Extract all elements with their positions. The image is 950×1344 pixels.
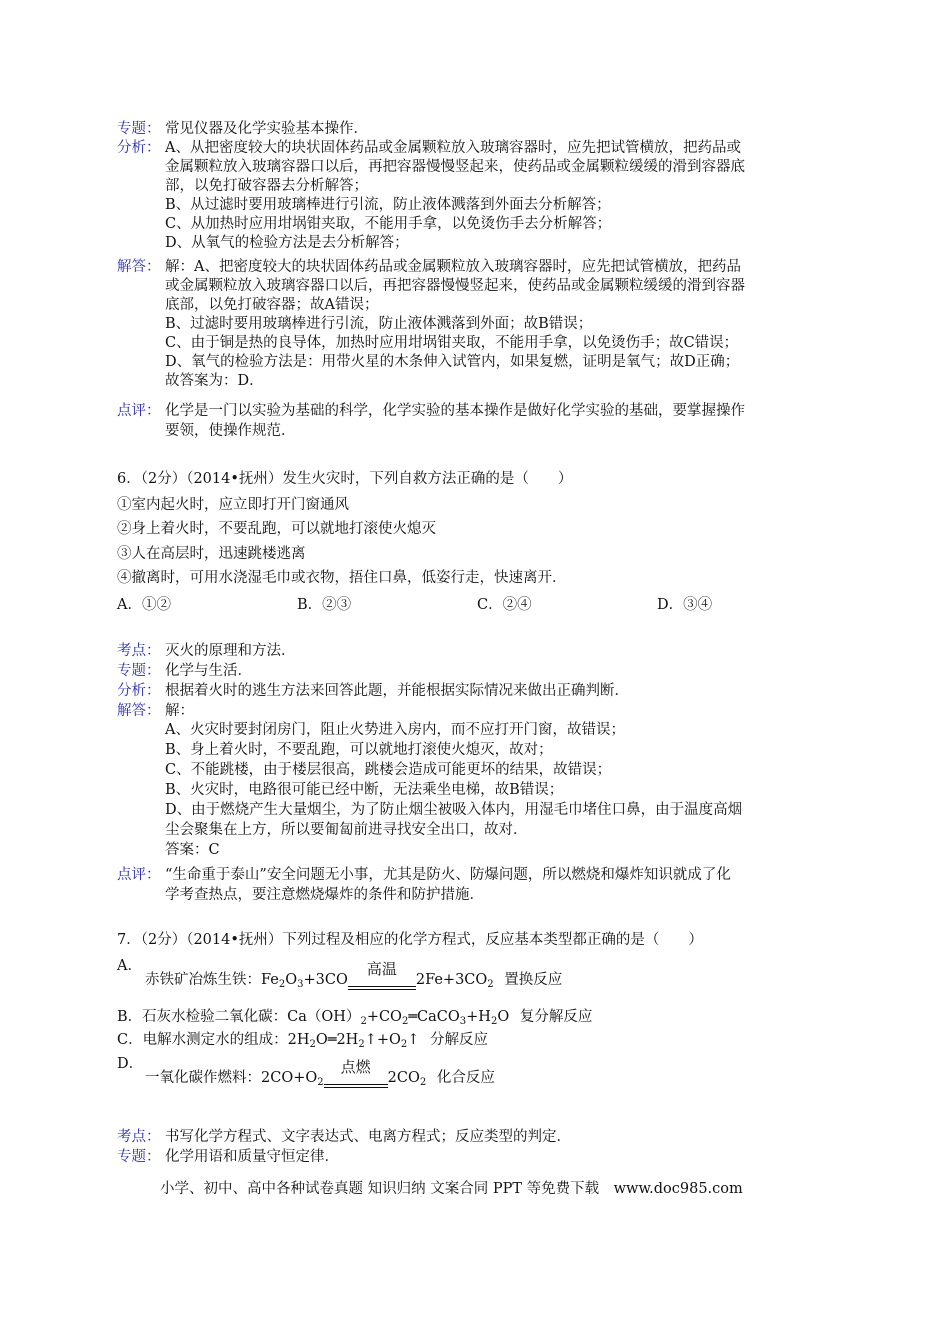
eq-part: 2Fe+3CO [415,972,488,988]
eq-part: +CO [366,1009,402,1025]
q7-option-d-letter: D． [117,1056,144,1072]
eq-part: ↑+O [364,1032,401,1048]
fenxi-line: D、从氧气的检验方法是去分析解答； [165,235,409,251]
reaction-type: 置换反应 [504,972,563,988]
double-bar [348,986,416,990]
label-fenxi: 分析： [117,683,161,699]
question-7-stem: 7．（2分）（2014•抚州）下列过程及相应的化学方程式，反应基本类型都正确的是（ ） [117,932,703,948]
label-kaodian: 考点： [117,643,161,659]
subscript: 3 [459,1016,467,1027]
subscript: 2 [360,1016,367,1027]
condition-label: 点燃 [340,1058,371,1076]
eq-part: +3CO [303,972,348,988]
label-dianping: 点评： [117,867,161,883]
eq-part: O═2H [315,1032,359,1048]
jieda-line: 答案：C [165,842,220,858]
fenxi-text: 根据着火时的逃生方法来回答此题，并能根据实际情况来做出正确判断． [165,683,629,699]
q6-item: ①室内起火时，应立即打开门窗通风 [117,497,349,513]
jieda-line: 解： [165,703,194,719]
reaction-type: 化合反应 [436,1070,495,1086]
condition-label: 高温 [366,960,397,978]
jieda-line: A、火灾时要封闭房门，阻止火势进入房内，而不应打开门窗，故错误； [165,722,625,738]
zhuanti-text: 化学与生活． [165,663,252,679]
eq-part: ↑ [407,1032,420,1048]
kaodian-text: 书写化学方程式、文字表达式、电离方程式；反应类型的判定． [165,1129,571,1145]
jieda-line: B、过滤时要用玻璃棒进行引流，防止液体溅落到外面；故B错误； [165,316,593,332]
condition-sign-ignite [324,1058,388,1088]
fenxi-line: C、从加热时应用坩埚钳夹取，不能用手拿，以免烫伤手去分析解答； [165,216,612,232]
subscript: 2 [358,1039,365,1050]
zhuanti-text: 常见仪器及化学实验基本操作． [165,121,368,137]
fenxi-line: A、从把密度较大的块状固体药品或金属颗粒放入玻璃容器时，应先把试管横放，把药品或 [165,140,741,156]
label-dianping: 点评： [117,403,161,419]
page-footer: 小学、初中、高中各种试卷真题 知识归纳 文案合同 PPT 等免费下载 www.doc985.com [160,1181,743,1197]
jieda-line: D、由于燃烧产生大量烟尘，为了防止烟尘被吸入体内，用湿毛巾堵住口鼻，由于温度高烟 [165,802,743,818]
eq-part: ═CaCO [408,1009,460,1025]
jieda-line: B、火灾时，电路很可能已经中断，无法乘坐电梯，故B错误； [165,782,564,798]
jieda-line: 解：A、把密度较大的块状固体药品或金属颗粒放入玻璃容器时，应先把试管横放，把药品 [165,259,741,275]
kaodian-text: 灭火的原理和方法． [165,643,296,659]
q6-item: ④撤离时，可用水浇湿毛巾或衣物，捂住口鼻，低姿行走，快速离开． [117,570,567,586]
jieda-line: 尘会聚集在上方，所以要匍匐前进寻找安全出口，故对． [165,822,528,838]
eq-prefix: B．石灰水检验二氧化碳：Ca（OH） [117,1009,361,1025]
subscript: 2 [400,1039,408,1050]
eq-part: O [497,1009,510,1025]
subscript: 2 [317,1077,324,1088]
jieda-line: 故答案为：D． [165,373,264,389]
jieda-line: 底部，以免打破容器；故A错误； [165,297,379,313]
dianping-line: 化学是一门以实验为基础的科学，化学实验的基本操作是做好化学实验的基础，要掌握操作 [165,403,745,419]
subscript: 2 [278,979,286,990]
subscript: 2 [419,1077,427,1088]
eq-part: +H [466,1009,491,1025]
label-zhuanti: 专题： [117,121,161,137]
q7-option-d-equation [145,1058,495,1088]
subscript: 2 [309,1039,316,1050]
double-bar [324,1084,388,1088]
fenxi-line: 部，以免打破容器去分析解答； [165,178,368,194]
zhuanti-text: 化学用语和质量守恒定律． [165,1149,339,1165]
q7-option-a-equation [145,960,563,990]
dianping-line: “生命重于泰山”安全问题无小事，尤其是防火、防爆问题，所以燃烧和爆炸知识就成了化 [165,867,731,883]
q6-item: ②身上着火时，不要乱跑，可以就地打滚使火熄灭 [117,521,436,537]
eq-prefix: 一氧化碳作燃料：2CO+O [145,1070,318,1086]
eq-part: 2CO [387,1070,420,1086]
question-6-stem: 6．（2分）（2014•抚州）发生火灾时，下列自救方法正确的是（ ） [117,471,573,487]
dianping-line: 要领，使操作规范． [165,423,296,439]
jieda-line: B、身上着火时，不要乱跑，可以就地打滚使火熄灭，故对； [165,742,553,758]
jieda-line: D、氧气的检验方法是：用带火星的木条伸入试管内，如果复燃，证明是氧气；故D正确； [165,354,740,370]
q7-option-c [117,1028,488,1050]
fenxi-line: B、从过滤时要用玻璃棒进行引流，防止液体溅落到外面去分析解答； [165,197,611,213]
jieda-line: C、不能跳楼，由于楼层很高，跳楼会造成可能更坏的结果，故错误； [165,762,612,778]
label-fenxi: 分析： [117,140,161,156]
label-jieda: 解答： [117,703,161,719]
q6-option-a: A．①② [117,597,171,613]
label-zhuanti: 专题： [117,663,161,679]
q6-item: ③人在高层时，迅速跳楼逃离 [117,546,306,562]
subscript: 2 [490,1016,498,1027]
fenxi-line: 金属颗粒放入玻璃容器口以后，再把容器慢慢竖起来，使药品或金属颗粒缓缓的滑到容器底 [165,159,745,175]
reaction-type: 分解反应 [430,1032,489,1048]
subscript: 2 [401,1016,409,1027]
q6-option-b: B．②③ [297,597,352,613]
jieda-line: C、由于铜是热的良导体，加热时应用坩埚钳夹取，不能用手拿，以免烫伤手；故C错误； [165,335,739,351]
eq-part: O [285,972,298,988]
q6-option-c: C．②④ [477,597,532,613]
dianping-line: 学考查热点，要注意燃烧爆炸的条件和防护措施． [165,887,484,903]
q6-option-d: D．③④ [657,597,713,613]
condition-sign-high-temp [348,960,416,990]
jieda-line: 或金属颗粒放入玻璃容器口以后，再把容器慢慢竖起来，使药品或金属颗粒缓缓的滑到容器 [165,278,745,294]
label-jieda: 解答： [117,259,161,275]
label-zhuanti: 专题： [117,1149,161,1165]
subscript: 3 [297,979,304,990]
label-kaodian: 考点： [117,1129,161,1145]
eq-prefix: C．电解水测定水的组成：2H [117,1032,310,1048]
reaction-type: 复分解反应 [519,1009,593,1025]
q7-option-b [117,1005,592,1027]
eq-prefix: 赤铁矿冶炼生铁：Fe [145,972,279,988]
subscript: 2 [487,979,494,990]
q7-option-a-letter: A． [117,958,142,974]
